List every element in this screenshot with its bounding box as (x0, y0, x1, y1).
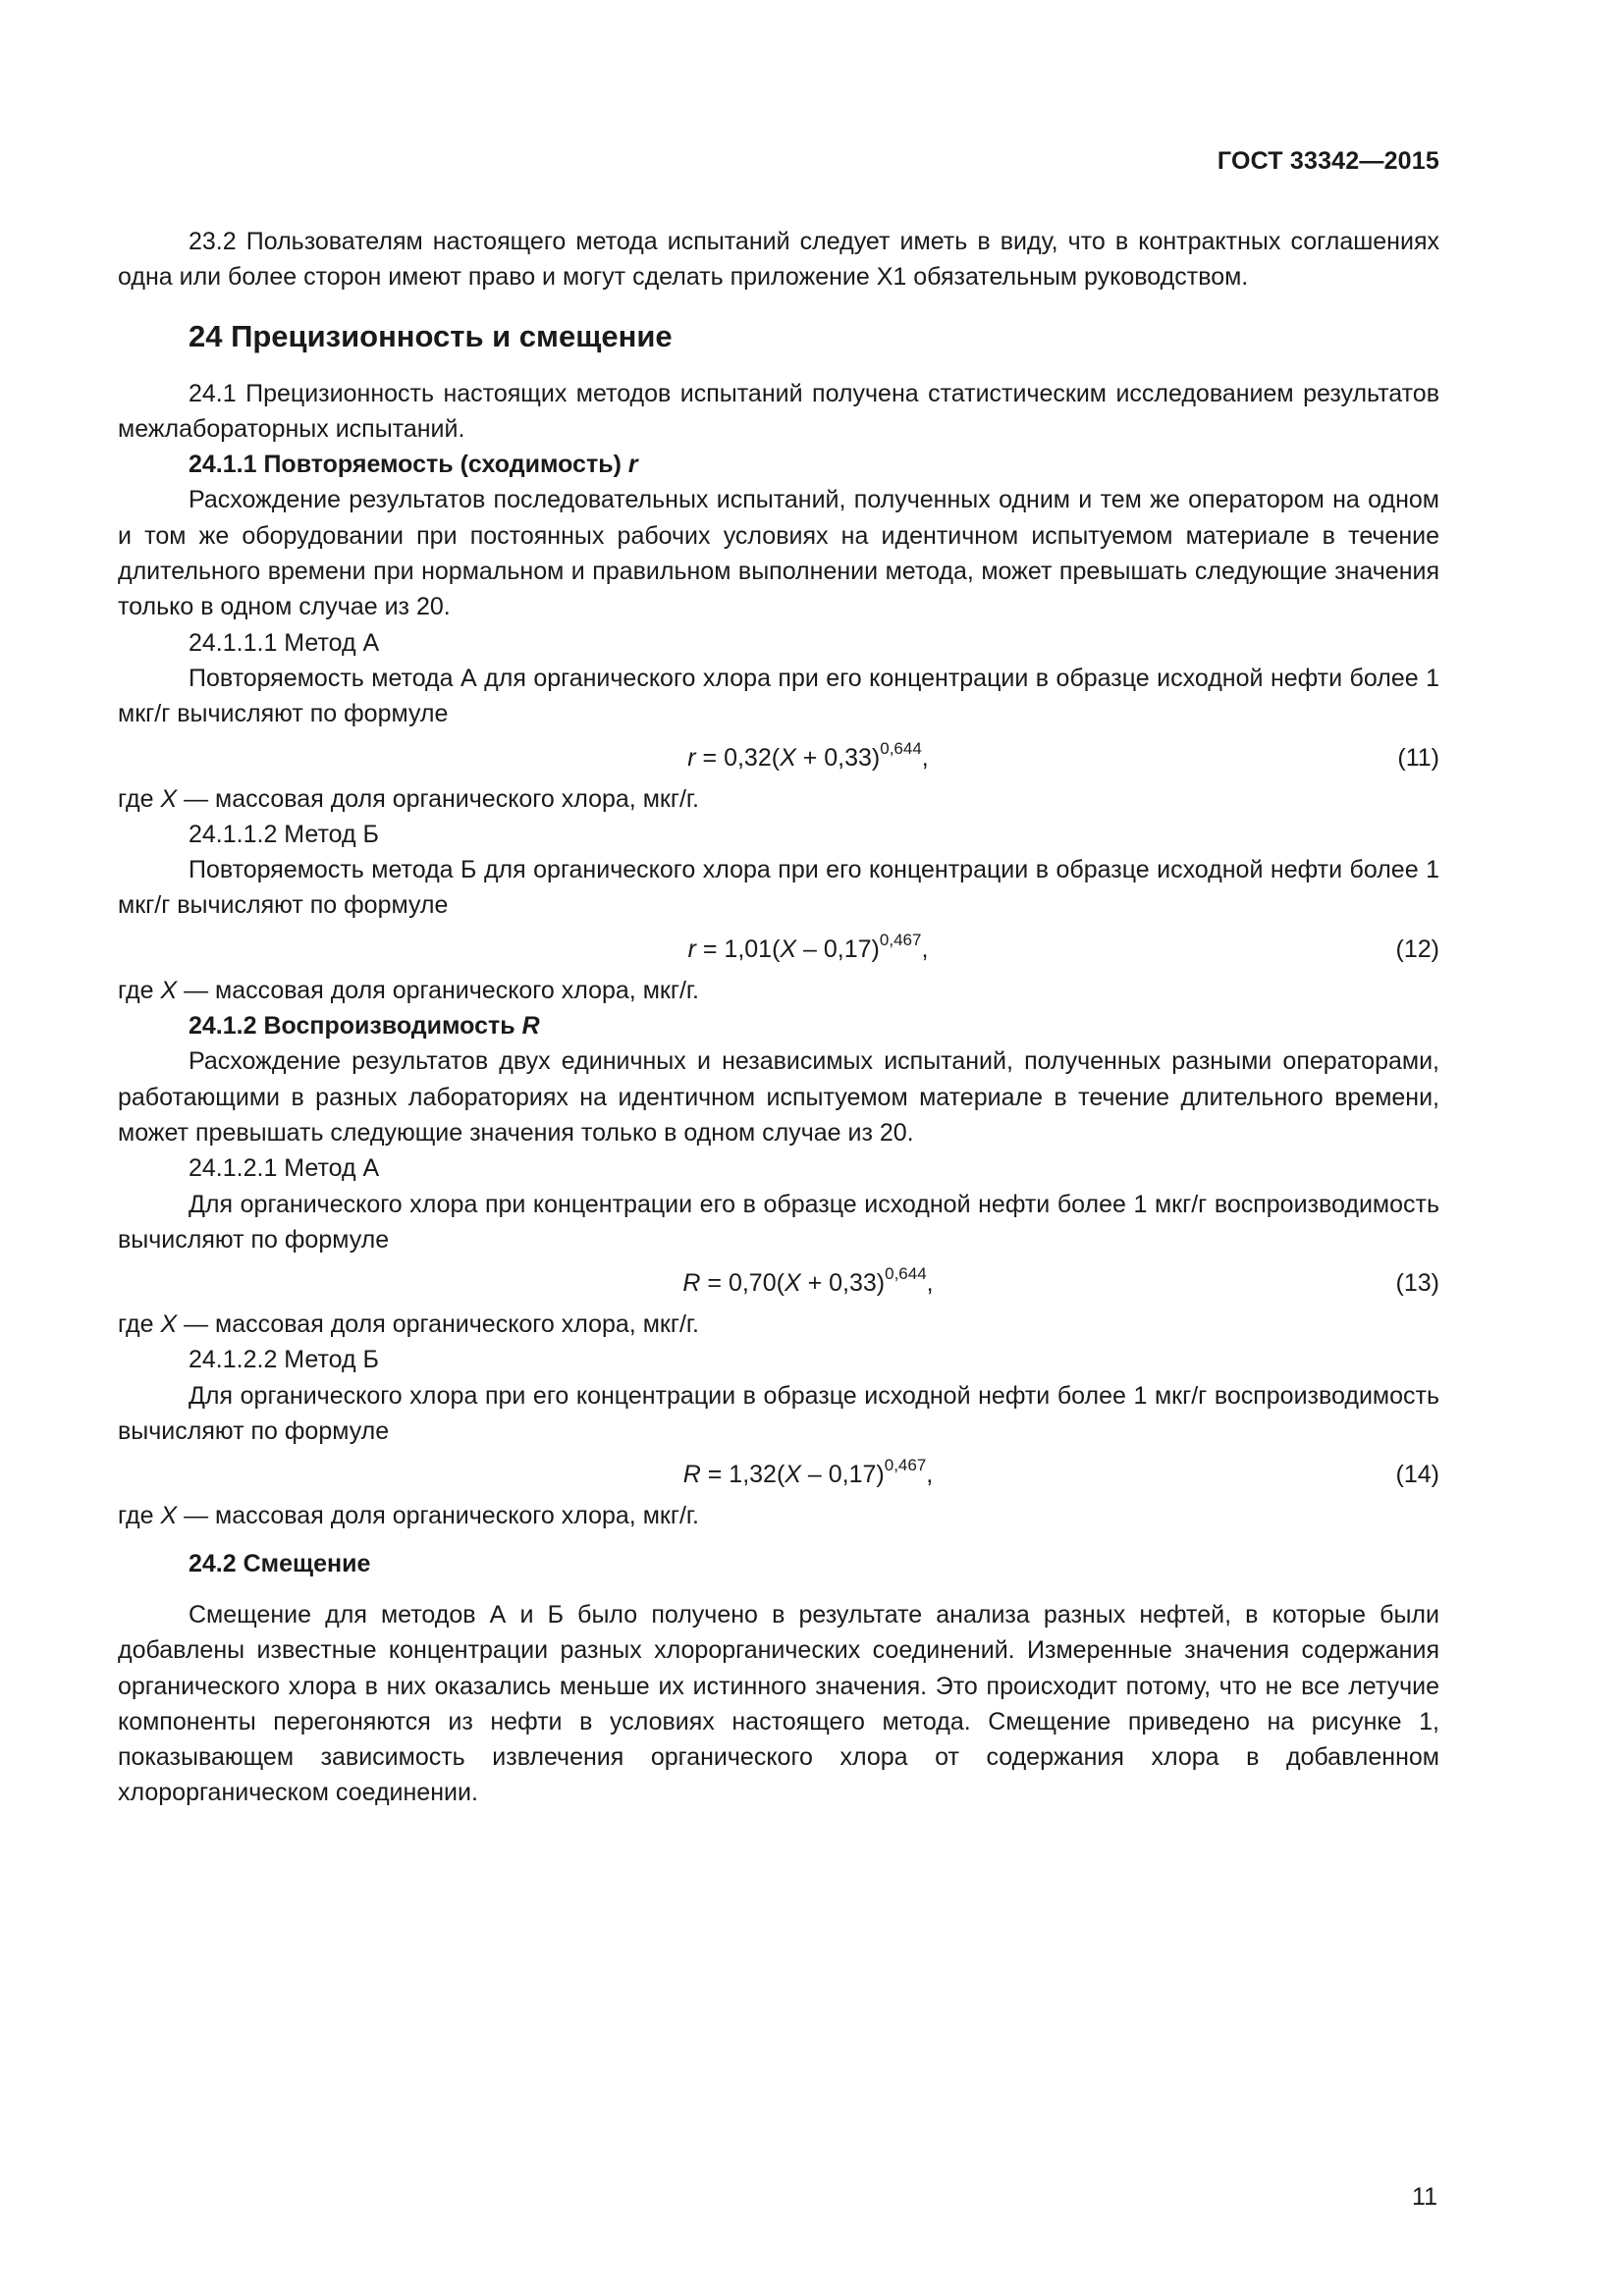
formula-13-a: = 0,70( (700, 1269, 785, 1298)
doc-header: ГОСТ 33342—2015 (1217, 147, 1439, 175)
paragraph-24-1: 24.1 Прецизионность настоящих методов испытаний получена статистическим исследованием результатов межлабораторных испытаний. (118, 379, 1439, 443)
where-14-b: — массовая доля органического хлора, мкг/г. (177, 1502, 699, 1530)
formula-11-exp: 0,644 (880, 738, 922, 758)
where-12-a: где (118, 976, 154, 1004)
formula-13-x: X (784, 1269, 801, 1298)
where-14 (118, 1498, 1439, 1533)
formula-11-a: = 0,32( (695, 743, 781, 772)
where-13-a: где (118, 1310, 154, 1339)
where-14-a: где (118, 1502, 154, 1530)
where-14-x: X (160, 1502, 178, 1530)
where-13-x: X (160, 1310, 178, 1339)
paragraph-23-2: 23.2 Пользователям настоящего метода испытаний следует иметь в виду, что в контрактных соглашениях одна или более сторон имеют право и могут сделать приложение Х1 обязательным руководством. (118, 228, 1439, 292)
where-11-b: — массовая доля органического хлора, мкг/г. (177, 784, 699, 813)
formula-12-b: – 0,17) (796, 934, 880, 963)
formula-12 (118, 930, 1439, 969)
formula-11-tail: , (921, 743, 929, 772)
formula-11-x: X (780, 743, 796, 772)
method-24-1-2-1: 24.1.2.1 Метод А (189, 1154, 380, 1183)
paragraph-24-1-1: Расхождение результатов последовательных испытаний, полученных одним и тем же оператором на одном и том же оборудовании при постоянных рабочих условиях на идентичном испытуемом материале в течение длительного времени при нормальном и правильном выполнении метода, может превышать следующие значения только в одном случае из 20. (118, 486, 1439, 621)
formula-12-a: = 1,01( (695, 934, 781, 963)
section-24-title: 24 Прецизионность и смещение (189, 318, 673, 353)
method-24-1-1-1: 24.1.1.1 Метод А (189, 628, 380, 657)
formula-12-lhs: r (687, 934, 696, 963)
formula-13-number: (13) (1395, 1269, 1439, 1298)
paragraph-24-1-2-2: Для органического хлора при его концентрации в образце исходной нефти более 1 мкг/г воспроизводимость вычисляют по формуле (118, 1381, 1439, 1446)
formula-14-x: X (785, 1461, 801, 1489)
method-24-1-1-2: 24.1.1.2 Метод Б (189, 820, 379, 848)
formula-12-x: X (780, 934, 797, 963)
formula-13-b: + 0,33) (800, 1269, 886, 1298)
formula-11-b: + 0,33) (795, 743, 881, 772)
where-11 (118, 781, 1439, 817)
formula-14-a: = 1,32( (700, 1461, 785, 1489)
paragraph-24-1-1-2: Повторяемость метода Б для органического хлора при его концентрации в образце исходной нефти более 1 мкг/г вычисляют по формуле (118, 856, 1439, 920)
where-12-x: X (160, 976, 178, 1004)
formula-12-exp: 0,467 (879, 930, 922, 949)
page-number: 11 (1412, 2183, 1437, 2211)
paragraph-24-1-2: Расхождение результатов двух единичных и независимых испытаний, полученных разными операторами, работающими в разных лабораториях на идентичном испытуемом материале в течение длительного времени, может превышать следующие значения только в одном случае из 20. (118, 1047, 1439, 1147)
heading-24-1-2-symbol: R (521, 1012, 540, 1041)
formula-14-b: – 0,17) (800, 1461, 885, 1489)
formula-11 (118, 738, 1439, 777)
paragraph-24-2: Смещение для методов А и Б было получено в результате анализа разных нефтей, в которые были добавлены известные концентрации разных хлорорганических соединений. Измеренные значения содержания органического хлора в них оказались меньше их истинного значения. Это происходит потому, что не все летучие компоненты перегоняются из нефти в условиях настоящего метода. Смещение приведено на рисунке 1, показывающем зависимость извлечения органического хлора от содержания хлора в добавленном хлорорганическом соединении. (118, 1600, 1439, 1807)
heading-24-1-2 (118, 1008, 1439, 1043)
heading-24-1-1 (118, 447, 1439, 482)
formula-13 (118, 1263, 1439, 1303)
paragraph-24-1-2-1: Для органического хлора при концентрации его в образце исходной нефти более 1 мкг/г воспроизводимость вычисляют по формуле (118, 1190, 1439, 1254)
formula-12-number: (12) (1395, 934, 1439, 963)
formula-11-lhs: r (687, 743, 696, 772)
heading-24-1-1-symbol: r (627, 451, 638, 479)
formula-14-lhs: R (682, 1461, 701, 1489)
formula-14-number: (14) (1395, 1461, 1439, 1489)
formula-11-number: (11) (1397, 743, 1439, 772)
where-13 (118, 1307, 1439, 1342)
heading-24-1-2-text: 24.1.2 Воспроизводимость (189, 1012, 515, 1041)
where-12 (118, 973, 1439, 1008)
formula-14 (118, 1455, 1439, 1494)
heading-24-1-1-text: 24.1.1 Повторяемость (сходимость) (189, 451, 622, 479)
formula-14-tail: , (926, 1461, 934, 1489)
page-content (118, 224, 1439, 1811)
where-12-b: — массовая доля органического хлора, мкг/г. (177, 976, 699, 1004)
formula-13-exp: 0,644 (885, 1264, 927, 1284)
formula-13-lhs: R (682, 1269, 701, 1298)
formula-14-exp: 0,467 (884, 1456, 927, 1475)
method-24-1-2-2: 24.1.2.2 Метод Б (189, 1346, 379, 1374)
where-11-a: где (118, 784, 154, 813)
heading-24-2: 24.2 Смещение (189, 1549, 371, 1577)
where-11-x: X (160, 784, 178, 813)
formula-13-tail: , (926, 1269, 934, 1298)
paragraph-24-1-1-1: Повторяемость метода А для органического хлора при его концентрации в образце исходной нефти более 1 мкг/г вычисляют по формуле (118, 664, 1439, 728)
formula-12-tail: , (921, 934, 929, 963)
where-13-b: — массовая доля органического хлора, мкг/г. (177, 1310, 699, 1339)
